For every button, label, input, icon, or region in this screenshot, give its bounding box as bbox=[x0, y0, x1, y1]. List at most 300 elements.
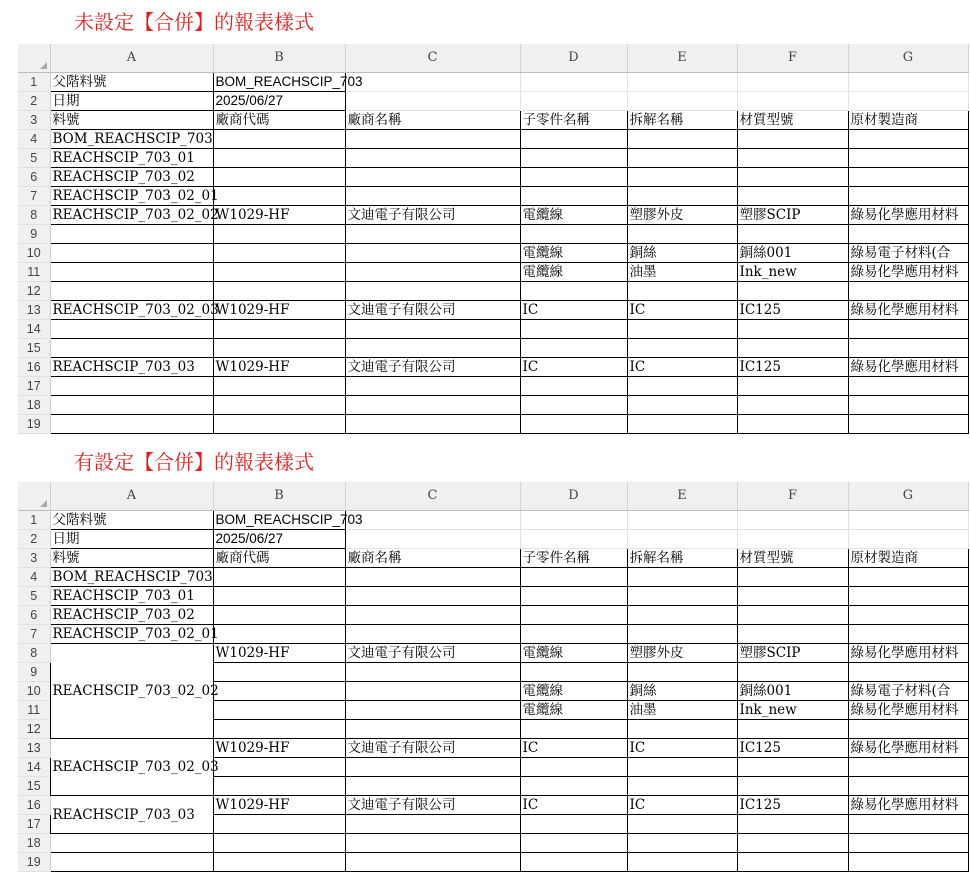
cell[interactable]: BOM_REACHSCIP_703 bbox=[50, 130, 213, 149]
cell[interactable]: REACHSCIP_703_02_01 bbox=[50, 187, 213, 206]
cell-col-title[interactable]: 原材製造商 bbox=[848, 111, 968, 130]
cell[interactable] bbox=[345, 244, 520, 263]
cell[interactable] bbox=[345, 606, 520, 625]
cell[interactable] bbox=[520, 415, 627, 434]
cell[interactable] bbox=[345, 568, 520, 587]
cell[interactable]: Ink_new bbox=[737, 701, 848, 720]
cell[interactable] bbox=[345, 92, 520, 111]
row-header[interactable]: 12 bbox=[18, 720, 50, 739]
cell[interactable]: 文迪電子有限公司 bbox=[345, 301, 520, 320]
cell[interactable] bbox=[50, 377, 213, 396]
cell-col-title[interactable]: 料號 bbox=[50, 549, 213, 568]
cell[interactable] bbox=[737, 225, 848, 244]
cell[interactable] bbox=[627, 568, 737, 587]
cell[interactable] bbox=[345, 339, 520, 358]
cell[interactable] bbox=[737, 587, 848, 606]
cell[interactable] bbox=[520, 149, 627, 168]
cell[interactable] bbox=[848, 149, 968, 168]
row-header[interactable]: 7 bbox=[18, 625, 50, 644]
column-header-B[interactable]: B bbox=[213, 482, 345, 511]
cell[interactable] bbox=[345, 587, 520, 606]
row-header[interactable]: 11 bbox=[18, 263, 50, 282]
cell[interactable] bbox=[627, 777, 737, 796]
cell[interactable]: 綠易化學應用材料 bbox=[848, 701, 968, 720]
cell[interactable] bbox=[345, 320, 520, 339]
row-header[interactable]: 1 bbox=[18, 511, 50, 530]
cell[interactable] bbox=[737, 339, 848, 358]
cell[interactable] bbox=[627, 530, 737, 549]
cell[interactable] bbox=[848, 339, 968, 358]
row-header[interactable]: 9 bbox=[18, 225, 50, 244]
cell[interactable] bbox=[50, 853, 213, 872]
cell-date-value[interactable]: 2025/06/27 bbox=[213, 530, 345, 549]
cell[interactable] bbox=[520, 225, 627, 244]
cell[interactable]: REACHSCIP_703_02 bbox=[50, 168, 213, 187]
cell[interactable] bbox=[50, 282, 213, 301]
cell-col-title[interactable]: 料號 bbox=[50, 111, 213, 130]
row-header[interactable]: 16 bbox=[18, 358, 50, 377]
row-header[interactable]: 12 bbox=[18, 282, 50, 301]
column-header-F[interactable]: F bbox=[737, 482, 848, 511]
cell[interactable] bbox=[848, 415, 968, 434]
cell[interactable] bbox=[848, 396, 968, 415]
cell-part-number-merged[interactable]: REACHSCIP_703_03 bbox=[50, 796, 213, 834]
cell[interactable]: IC bbox=[520, 739, 627, 758]
cell[interactable] bbox=[627, 720, 737, 739]
cell[interactable]: W1029-HF bbox=[213, 739, 345, 758]
cell[interactable] bbox=[213, 339, 345, 358]
cell[interactable] bbox=[520, 377, 627, 396]
cell[interactable] bbox=[50, 244, 213, 263]
column-header-D[interactable]: D bbox=[520, 44, 627, 73]
cell[interactable] bbox=[50, 263, 213, 282]
cell-col-title[interactable]: 材質型號 bbox=[737, 549, 848, 568]
cell[interactable]: 綠易化學應用材料 bbox=[848, 263, 968, 282]
cell[interactable] bbox=[213, 263, 345, 282]
cell[interactable] bbox=[737, 130, 848, 149]
column-header-A[interactable]: A bbox=[50, 482, 213, 511]
cell[interactable] bbox=[737, 149, 848, 168]
cell[interactable] bbox=[520, 92, 627, 111]
row-header[interactable]: 5 bbox=[18, 587, 50, 606]
cell[interactable]: 電纜線 bbox=[520, 244, 627, 263]
cell[interactable] bbox=[848, 282, 968, 301]
cell[interactable]: IC125 bbox=[737, 739, 848, 758]
cell[interactable] bbox=[345, 377, 520, 396]
row-header[interactable]: 5 bbox=[18, 149, 50, 168]
cell[interactable] bbox=[737, 187, 848, 206]
column-header-D[interactable]: D bbox=[520, 482, 627, 511]
cell[interactable] bbox=[848, 587, 968, 606]
cell[interactable] bbox=[627, 815, 737, 834]
cell[interactable]: 綠易化學應用材料 bbox=[848, 301, 968, 320]
cell[interactable]: REACHSCIP_703_02 bbox=[50, 606, 213, 625]
cell[interactable] bbox=[848, 92, 968, 111]
row-header[interactable]: 13 bbox=[18, 301, 50, 320]
row-header[interactable]: 9 bbox=[18, 663, 50, 682]
cell[interactable] bbox=[520, 511, 627, 530]
cell[interactable] bbox=[627, 282, 737, 301]
cell[interactable] bbox=[213, 130, 345, 149]
cell[interactable] bbox=[627, 758, 737, 777]
row-header[interactable]: 17 bbox=[18, 377, 50, 396]
cell[interactable] bbox=[520, 73, 627, 92]
cell[interactable]: REACHSCIP_703_02_01 bbox=[50, 625, 213, 644]
cell[interactable] bbox=[345, 853, 520, 872]
column-header-B[interactable]: B bbox=[213, 44, 345, 73]
cell[interactable] bbox=[50, 415, 213, 434]
cell[interactable] bbox=[520, 339, 627, 358]
cell[interactable] bbox=[213, 149, 345, 168]
cell[interactable] bbox=[737, 73, 848, 92]
cell[interactable] bbox=[627, 834, 737, 853]
cell[interactable] bbox=[345, 396, 520, 415]
cell[interactable] bbox=[627, 225, 737, 244]
cell[interactable]: 綠易化學應用材料 bbox=[848, 796, 968, 815]
cell[interactable] bbox=[345, 530, 520, 549]
cell[interactable] bbox=[345, 511, 520, 530]
cell[interactable] bbox=[737, 834, 848, 853]
cell[interactable] bbox=[848, 625, 968, 644]
cell[interactable]: 綠易化學應用材料 bbox=[848, 644, 968, 663]
cell[interactable] bbox=[345, 149, 520, 168]
cell[interactable] bbox=[50, 320, 213, 339]
cell[interactable] bbox=[520, 396, 627, 415]
cell[interactable]: 電纜線 bbox=[520, 644, 627, 663]
row-header[interactable]: 4 bbox=[18, 130, 50, 149]
cell[interactable]: 塑膠外皮 bbox=[627, 206, 737, 225]
cell-parent-label[interactable]: 父階料號 bbox=[50, 73, 213, 92]
cell-part-number-merged[interactable]: REACHSCIP_703_02_03 bbox=[50, 739, 213, 796]
cell[interactable]: IC125 bbox=[737, 796, 848, 815]
cell[interactable] bbox=[627, 663, 737, 682]
row-header[interactable]: 3 bbox=[18, 111, 50, 130]
cell[interactable]: 塑膠SCIP bbox=[737, 206, 848, 225]
cell-col-title[interactable]: 材質型號 bbox=[737, 111, 848, 130]
cell[interactable]: 銅絲 bbox=[627, 682, 737, 701]
cell-part-number-merged[interactable]: REACHSCIP_703_02_02 bbox=[50, 644, 213, 739]
row-header[interactable]: 4 bbox=[18, 568, 50, 587]
cell[interactable] bbox=[50, 225, 213, 244]
cell[interactable]: IC125 bbox=[737, 301, 848, 320]
cell[interactable]: 電纜線 bbox=[520, 701, 627, 720]
cell[interactable]: 銅絲001 bbox=[737, 244, 848, 263]
cell[interactable] bbox=[520, 834, 627, 853]
cell[interactable] bbox=[213, 625, 345, 644]
cell-col-title[interactable]: 原材製造商 bbox=[848, 549, 968, 568]
cell[interactable] bbox=[737, 663, 848, 682]
cell[interactable]: IC bbox=[520, 301, 627, 320]
row-header[interactable]: 11 bbox=[18, 701, 50, 720]
cell-date-label[interactable]: 日期 bbox=[50, 92, 213, 111]
cell[interactable] bbox=[520, 720, 627, 739]
row-header[interactable]: 16 bbox=[18, 796, 50, 815]
cell[interactable] bbox=[213, 282, 345, 301]
cell[interactable]: 油墨 bbox=[627, 701, 737, 720]
row-header[interactable]: 1 bbox=[18, 73, 50, 92]
cell[interactable] bbox=[737, 720, 848, 739]
cell[interactable]: IC bbox=[627, 796, 737, 815]
row-header[interactable]: 18 bbox=[18, 834, 50, 853]
cell[interactable] bbox=[848, 606, 968, 625]
cell[interactable]: IC bbox=[520, 358, 627, 377]
spreadsheet-unmerged[interactable] bbox=[18, 44, 970, 440]
cell[interactable] bbox=[345, 625, 520, 644]
row-header[interactable]: 8 bbox=[18, 206, 50, 225]
cell[interactable]: BOM_REACHSCIP_703 bbox=[50, 568, 213, 587]
cell[interactable] bbox=[737, 758, 848, 777]
column-header-A[interactable]: A bbox=[50, 44, 213, 73]
cell[interactable]: Ink_new bbox=[737, 263, 848, 282]
cell[interactable] bbox=[627, 130, 737, 149]
cell[interactable]: W1029-HF bbox=[213, 358, 345, 377]
cell[interactable] bbox=[627, 625, 737, 644]
cell[interactable] bbox=[737, 568, 848, 587]
cell[interactable] bbox=[848, 834, 968, 853]
cell[interactable] bbox=[627, 92, 737, 111]
cell[interactable] bbox=[345, 187, 520, 206]
cell[interactable]: 綠易化學應用材料 bbox=[848, 358, 968, 377]
cell[interactable]: 電纜線 bbox=[520, 263, 627, 282]
cell[interactable] bbox=[737, 282, 848, 301]
cell[interactable] bbox=[213, 720, 345, 739]
cell[interactable] bbox=[848, 130, 968, 149]
cell[interactable]: REACHSCIP_703_01 bbox=[50, 587, 213, 606]
cell-col-title[interactable]: 廠商名稱 bbox=[345, 111, 520, 130]
row-header[interactable]: 14 bbox=[18, 320, 50, 339]
cell[interactable]: IC bbox=[627, 739, 737, 758]
select-all-corner[interactable] bbox=[18, 44, 50, 73]
cell[interactable] bbox=[213, 682, 345, 701]
cell[interactable]: 油墨 bbox=[627, 263, 737, 282]
row-header[interactable]: 3 bbox=[18, 549, 50, 568]
cell[interactable] bbox=[50, 834, 213, 853]
cell-date-value[interactable]: 2025/06/27 bbox=[213, 92, 345, 111]
cell[interactable]: REACHSCIP_703_02_03 bbox=[50, 301, 213, 320]
cell-col-title[interactable]: 廠商名稱 bbox=[345, 549, 520, 568]
cell[interactable] bbox=[520, 606, 627, 625]
cell[interactable] bbox=[213, 606, 345, 625]
cell[interactable] bbox=[737, 320, 848, 339]
cell[interactable] bbox=[345, 815, 520, 834]
cell[interactable] bbox=[737, 168, 848, 187]
cell[interactable]: 電纜線 bbox=[520, 682, 627, 701]
cell[interactable] bbox=[627, 415, 737, 434]
cell[interactable] bbox=[213, 225, 345, 244]
cell[interactable] bbox=[520, 320, 627, 339]
cell[interactable]: W1029-HF bbox=[213, 301, 345, 320]
cell[interactable] bbox=[848, 225, 968, 244]
cell[interactable] bbox=[213, 377, 345, 396]
cell[interactable] bbox=[345, 168, 520, 187]
column-header-C[interactable]: C bbox=[345, 482, 520, 511]
cell[interactable] bbox=[848, 511, 968, 530]
cell[interactable] bbox=[213, 320, 345, 339]
select-all-corner[interactable] bbox=[18, 482, 50, 511]
cell[interactable] bbox=[345, 73, 520, 92]
row-header[interactable]: 2 bbox=[18, 92, 50, 111]
cell[interactable] bbox=[213, 415, 345, 434]
cell[interactable] bbox=[627, 377, 737, 396]
row-header[interactable]: 15 bbox=[18, 777, 50, 796]
row-header[interactable]: 6 bbox=[18, 168, 50, 187]
cell[interactable] bbox=[737, 853, 848, 872]
row-header[interactable]: 15 bbox=[18, 339, 50, 358]
cell[interactable] bbox=[520, 625, 627, 644]
row-header[interactable]: 10 bbox=[18, 682, 50, 701]
cell[interactable] bbox=[520, 853, 627, 872]
cell[interactable]: IC bbox=[520, 796, 627, 815]
cell[interactable] bbox=[848, 853, 968, 872]
column-header-G[interactable]: G bbox=[848, 44, 968, 73]
cell[interactable] bbox=[848, 377, 968, 396]
cell[interactable] bbox=[848, 815, 968, 834]
cell[interactable] bbox=[848, 168, 968, 187]
cell[interactable] bbox=[345, 263, 520, 282]
cell-col-title[interactable]: 廠商代碼 bbox=[213, 549, 345, 568]
cell[interactable] bbox=[627, 339, 737, 358]
row-header[interactable]: 10 bbox=[18, 244, 50, 263]
cell-col-title[interactable]: 拆解名稱 bbox=[627, 111, 737, 130]
cell[interactable] bbox=[345, 225, 520, 244]
cell[interactable] bbox=[520, 130, 627, 149]
cell[interactable]: W1029-HF bbox=[213, 206, 345, 225]
cell[interactable] bbox=[345, 834, 520, 853]
cell[interactable] bbox=[345, 758, 520, 777]
cell[interactable]: REACHSCIP_703_01 bbox=[50, 149, 213, 168]
column-header-C[interactable]: C bbox=[345, 44, 520, 73]
cell[interactable] bbox=[737, 777, 848, 796]
column-header-E[interactable]: E bbox=[627, 44, 737, 73]
cell[interactable]: 綠易電子材料(合 bbox=[848, 682, 968, 701]
cell[interactable] bbox=[848, 663, 968, 682]
cell[interactable] bbox=[345, 777, 520, 796]
cell[interactable] bbox=[737, 511, 848, 530]
cell[interactable] bbox=[345, 663, 520, 682]
cell[interactable]: 綠易化學應用材料 bbox=[848, 206, 968, 225]
row-header[interactable]: 19 bbox=[18, 853, 50, 872]
cell[interactable] bbox=[213, 587, 345, 606]
cell[interactable] bbox=[737, 625, 848, 644]
column-header-G[interactable]: G bbox=[848, 482, 968, 511]
cell-col-title[interactable]: 廠商代碼 bbox=[213, 111, 345, 130]
cell[interactable] bbox=[213, 244, 345, 263]
cell[interactable] bbox=[627, 149, 737, 168]
row-header[interactable]: 17 bbox=[18, 815, 50, 834]
cell-parent-label[interactable]: 父階料號 bbox=[50, 511, 213, 530]
cell[interactable]: 文迪電子有限公司 bbox=[345, 796, 520, 815]
cell[interactable]: 銅絲 bbox=[627, 244, 737, 263]
cell[interactable] bbox=[520, 187, 627, 206]
cell[interactable] bbox=[345, 682, 520, 701]
cell[interactable] bbox=[50, 339, 213, 358]
cell[interactable] bbox=[627, 320, 737, 339]
spreadsheet-merged[interactable] bbox=[18, 482, 970, 878]
row-header[interactable]: 19 bbox=[18, 415, 50, 434]
cell-col-title[interactable]: 子零件名稱 bbox=[520, 549, 627, 568]
cell[interactable] bbox=[520, 587, 627, 606]
row-header[interactable]: 13 bbox=[18, 739, 50, 758]
cell[interactable] bbox=[520, 815, 627, 834]
cell[interactable] bbox=[520, 282, 627, 301]
cell[interactable] bbox=[213, 663, 345, 682]
cell[interactable] bbox=[848, 777, 968, 796]
row-header[interactable]: 6 bbox=[18, 606, 50, 625]
cell[interactable]: 塑膠SCIP bbox=[737, 644, 848, 663]
cell[interactable] bbox=[848, 568, 968, 587]
cell[interactable] bbox=[627, 73, 737, 92]
cell[interactable] bbox=[627, 511, 737, 530]
cell[interactable] bbox=[848, 530, 968, 549]
cell[interactable]: 銅絲001 bbox=[737, 682, 848, 701]
cell[interactable] bbox=[345, 282, 520, 301]
cell[interactable] bbox=[213, 187, 345, 206]
cell[interactable]: IC125 bbox=[737, 358, 848, 377]
row-header[interactable]: 8 bbox=[18, 644, 50, 663]
cell[interactable] bbox=[848, 187, 968, 206]
cell[interactable] bbox=[737, 530, 848, 549]
cell[interactable]: 電纜線 bbox=[520, 206, 627, 225]
cell[interactable] bbox=[520, 568, 627, 587]
row-header[interactable]: 14 bbox=[18, 758, 50, 777]
cell[interactable] bbox=[848, 320, 968, 339]
cell[interactable] bbox=[627, 187, 737, 206]
cell[interactable] bbox=[50, 396, 213, 415]
cell[interactable] bbox=[737, 606, 848, 625]
cell[interactable]: 綠易電子材料(合 bbox=[848, 244, 968, 263]
cell[interactable] bbox=[213, 834, 345, 853]
cell[interactable] bbox=[848, 73, 968, 92]
cell[interactable]: W1029-HF bbox=[213, 796, 345, 815]
cell-col-title[interactable]: 拆解名稱 bbox=[627, 549, 737, 568]
cell[interactable] bbox=[213, 396, 345, 415]
column-header-E[interactable]: E bbox=[627, 482, 737, 511]
cell[interactable] bbox=[213, 701, 345, 720]
cell[interactable]: REACHSCIP_703_03 bbox=[50, 358, 213, 377]
cell[interactable]: 文迪電子有限公司 bbox=[345, 739, 520, 758]
cell[interactable]: 文迪電子有限公司 bbox=[345, 206, 520, 225]
cell[interactable] bbox=[345, 720, 520, 739]
cell[interactable]: IC bbox=[627, 358, 737, 377]
cell[interactable] bbox=[520, 663, 627, 682]
cell[interactable] bbox=[627, 606, 737, 625]
cell-date-label[interactable]: 日期 bbox=[50, 530, 213, 549]
cell[interactable] bbox=[213, 853, 345, 872]
cell[interactable]: 塑膠外皮 bbox=[627, 644, 737, 663]
cell[interactable] bbox=[737, 415, 848, 434]
cell[interactable] bbox=[213, 758, 345, 777]
cell[interactable] bbox=[737, 815, 848, 834]
cell[interactable]: 文迪電子有限公司 bbox=[345, 358, 520, 377]
column-header-F[interactable]: F bbox=[737, 44, 848, 73]
cell[interactable] bbox=[737, 92, 848, 111]
cell[interactable]: REACHSCIP_703_02_02 bbox=[50, 206, 213, 225]
cell[interactable] bbox=[213, 777, 345, 796]
cell[interactable] bbox=[848, 758, 968, 777]
cell-parent-value[interactable]: BOM_REACHSCIP_703 bbox=[213, 511, 345, 530]
cell[interactable] bbox=[520, 777, 627, 796]
cell[interactable] bbox=[627, 168, 737, 187]
cell[interactable] bbox=[848, 720, 968, 739]
cell-col-title[interactable]: 子零件名稱 bbox=[520, 111, 627, 130]
cell[interactable] bbox=[213, 168, 345, 187]
cell[interactable] bbox=[627, 396, 737, 415]
cell-parent-value[interactable]: BOM_REACHSCIP_703 bbox=[213, 73, 345, 92]
cell[interactable]: IC bbox=[627, 301, 737, 320]
cell[interactable] bbox=[737, 377, 848, 396]
row-header[interactable]: 18 bbox=[18, 396, 50, 415]
cell[interactable] bbox=[520, 530, 627, 549]
